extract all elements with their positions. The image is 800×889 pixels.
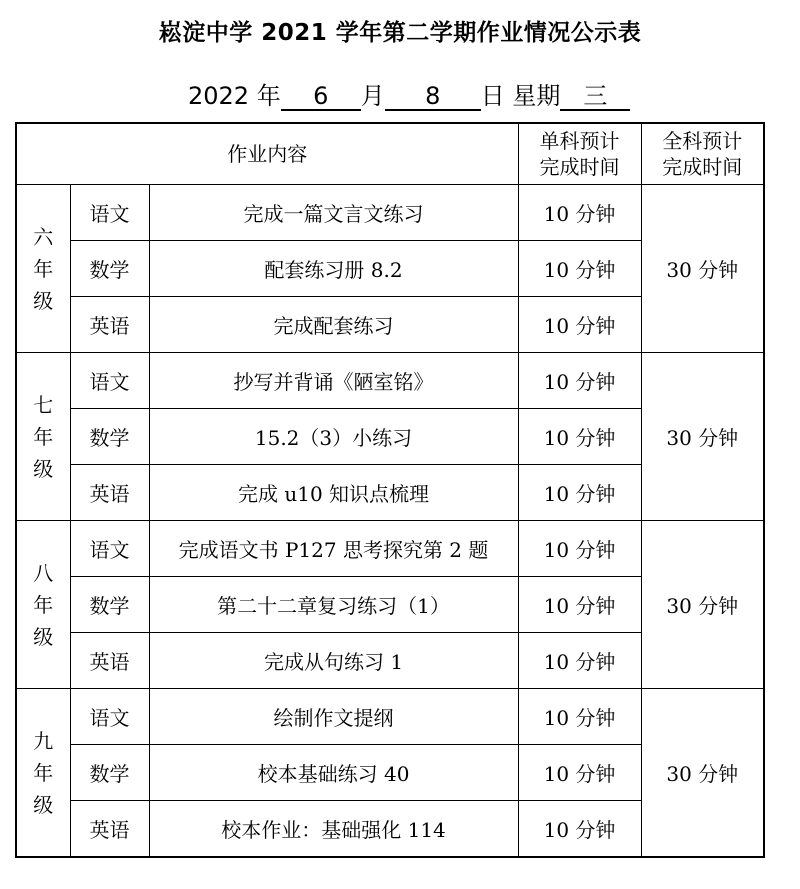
single-time-cell: 10 分钟 [518,353,641,409]
subject-cell: 数学 [70,409,149,465]
single-time-cell: 10 分钟 [518,745,641,801]
day-value: 8 [385,83,481,111]
grade-char: 级 [33,456,54,481]
total-time-cell: 30 分钟 [641,353,764,521]
content-cell: 完成从句练习 1 [149,633,518,689]
subject-cell: 数学 [70,577,149,633]
subject-cell: 语文 [70,521,149,577]
single-time-cell: 10 分钟 [518,633,641,689]
content-cell: 完成语文书 P127 思考探究第 2 题 [149,521,518,577]
grade-char: 年 [33,760,54,785]
content-cell: 配套练习册 8.2 [149,241,518,297]
table-row [16,521,764,577]
single-time-cell: 10 分钟 [518,577,641,633]
subject-cell: 英语 [70,801,149,858]
single-time-cell: 10 分钟 [518,241,641,297]
content-cell: 完成配套练习 [149,297,518,353]
month-value: 6 [281,83,361,111]
page-title: 崧淀中学 2021 学年第二学期作业情况公示表 [158,20,642,46]
day-label: 日 [480,82,505,110]
header-single-line1: 单科预计 [539,129,620,153]
grade-char: 六 [33,224,54,249]
single-time-cell: 10 分钟 [518,521,641,577]
table-row [16,353,764,409]
content-cell: 校本基础练习 40 [149,745,518,801]
grade-cell [16,353,70,521]
grade-char: 级 [33,288,54,313]
content-cell: 校本作业：基础强化 114 [149,801,518,858]
grade-char: 年 [33,424,54,449]
total-time-cell: 30 分钟 [641,521,764,689]
date-line [188,76,630,111]
single-time-cell: 10 分钟 [518,465,641,521]
grade-char: 年 [33,256,54,281]
header-total-line2: 完成时间 [662,155,743,179]
table-header-row [16,123,764,185]
table-row [16,185,764,241]
subject-cell: 英语 [70,297,149,353]
year-label: 2022 年 [188,82,281,110]
single-time-cell: 10 分钟 [518,409,641,465]
subject-cell: 数学 [70,241,149,297]
subject-cell: 数学 [70,745,149,801]
subject-cell: 语文 [70,185,149,241]
grade-char: 级 [33,624,54,649]
content-cell: 第二十二章复习练习（1） [149,577,518,633]
grade-cell [16,689,70,858]
total-time-cell: 30 分钟 [641,689,764,858]
homework-table [15,122,765,858]
content-cell: 完成 u10 知识点梳理 [149,465,518,521]
single-time-cell: 10 分钟 [518,185,641,241]
header-single-time [518,123,641,185]
content-cell: 绘制作文提纲 [149,689,518,745]
subject-cell: 语文 [70,353,149,409]
content-cell: 15.2（3）小练习 [149,409,518,465]
grade-cell [16,185,70,353]
grade-char: 七 [33,392,54,417]
header-total-time [641,123,764,185]
single-time-cell: 10 分钟 [518,297,641,353]
weekday-value: 三 [560,83,630,111]
subject-cell: 英语 [70,465,149,521]
content-cell: 抄写并背诵《陋室铭》 [149,353,518,409]
total-time-cell: 30 分钟 [641,185,764,353]
table-row [16,689,764,745]
single-time-cell: 10 分钟 [518,689,641,745]
grade-char: 九 [33,728,54,753]
grade-char: 年 [33,592,54,617]
grade-cell [16,521,70,689]
subject-cell: 英语 [70,633,149,689]
header-total-line1: 全科预计 [662,129,743,153]
grade-char: 级 [33,792,54,817]
month-label: 月 [360,82,385,110]
subject-cell: 语文 [70,689,149,745]
weekday-label: 星期 [512,82,561,110]
header-single-line2: 完成时间 [539,155,620,179]
single-time-cell: 10 分钟 [518,801,641,858]
content-cell: 完成一篇文言文练习 [149,185,518,241]
grade-char: 八 [33,560,54,585]
header-content: 作业内容 [16,123,518,185]
